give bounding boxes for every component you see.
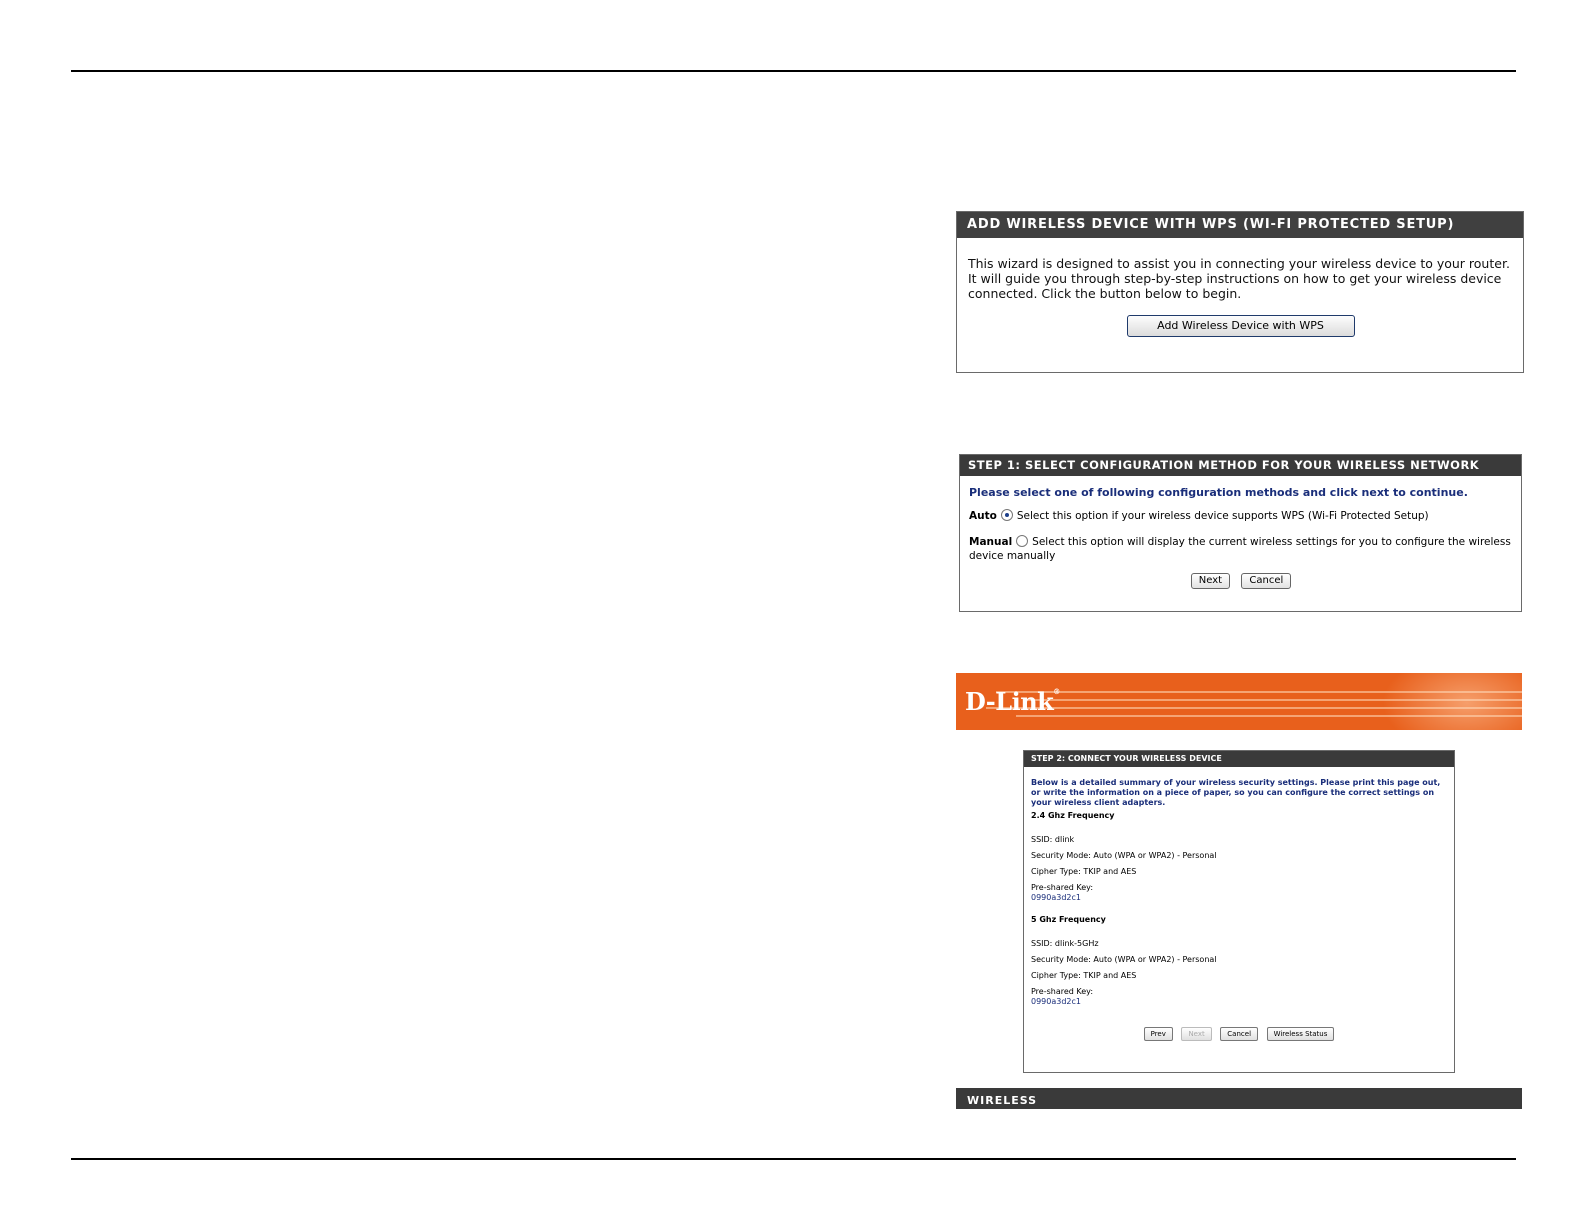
step2-panel xyxy=(1023,750,1455,1073)
next-button-disabled[interactable]: Next xyxy=(1181,1027,1211,1041)
prev-button[interactable]: Prev xyxy=(1144,1027,1173,1041)
manual-radio[interactable] xyxy=(1016,535,1028,547)
step1-title: STEP 1: SELECT CONFIGURATION METHOD FOR YOUR WIRELESS NETWORK xyxy=(960,455,1521,476)
cancel-button-step2[interactable]: Cancel xyxy=(1220,1027,1258,1041)
next-button[interactable]: Next xyxy=(1191,573,1230,589)
wireless-status-button[interactable]: Wireless Status xyxy=(1267,1027,1335,1041)
step1-panel xyxy=(959,454,1522,612)
option-auto xyxy=(969,509,1513,523)
dlink-banner xyxy=(956,673,1522,730)
freq-24-ssid: SSID: dlink xyxy=(1031,835,1075,844)
wps-wizard-title: ADD WIRELESS DEVICE WITH WPS (WI-FI PROTECTED SETUP) WIZARD xyxy=(957,212,1523,238)
option-manual-label: Manual xyxy=(969,536,1013,548)
freq-5-psk-label: Pre-shared Key: xyxy=(1031,987,1094,996)
option-auto-text: Select this option if your wireless device supports WPS (Wi-Fi Protected Setup) xyxy=(1016,510,1429,522)
cancel-button[interactable]: Cancel xyxy=(1241,573,1291,589)
freq-5-heading: 5 Ghz Frequency xyxy=(1031,915,1106,924)
freq-24-psk-value: 0990a3d2c1 xyxy=(1031,893,1082,902)
wireless-footer-bar: WIRELESS xyxy=(956,1088,1522,1109)
dlink-logo: D-Link® xyxy=(965,687,1060,716)
auto-radio[interactable] xyxy=(1001,509,1013,521)
freq-5-cipher: Cipher Type: TKIP and AES xyxy=(1031,971,1137,980)
step1-intro: Please select one of following configuration methods and click next to continue. xyxy=(969,486,1468,499)
wps-wizard-description: This wizard is designed to assist you in connecting your wireless device to your router. It will guide you through step-by-step instructions on how to get your wireless device connected. Click the button below to begin. xyxy=(968,256,1510,301)
option-manual-text: Select this option will display the current wireless settings for you to configure the wireless device manually xyxy=(969,536,1511,562)
freq-5-security: Security Mode: Auto (WPA or WPA2) - Personal xyxy=(1031,955,1217,964)
step2-title: STEP 2: CONNECT YOUR WIRELESS DEVICE xyxy=(1024,751,1454,767)
option-manual xyxy=(969,535,1513,563)
freq-24-psk-label: Pre-shared Key: xyxy=(1031,883,1094,892)
bottom-rule xyxy=(71,1158,1516,1160)
freq-24-heading: 2.4 Ghz Frequency xyxy=(1031,811,1115,820)
add-wireless-device-wps-button[interactable]: Add Wireless Device with WPS xyxy=(1127,315,1355,337)
freq-24-cipher: Cipher Type: TKIP and AES xyxy=(1031,867,1137,876)
freq-5-ssid: SSID: dlink-5GHz xyxy=(1031,939,1099,948)
option-auto-label: Auto xyxy=(969,510,997,522)
freq-24-security: Security Mode: Auto (WPA or WPA2) - Personal xyxy=(1031,851,1217,860)
top-rule xyxy=(71,70,1516,72)
wps-wizard-panel xyxy=(956,211,1524,373)
freq-5-psk-value: 0990a3d2c1 xyxy=(1031,997,1082,1006)
step2-intro: Below is a detailed summary of your wireless security settings. Please print this page out, or write the information on a piece of paper, so you can configure the correct settings on your wireless client adapters. xyxy=(1031,778,1441,807)
